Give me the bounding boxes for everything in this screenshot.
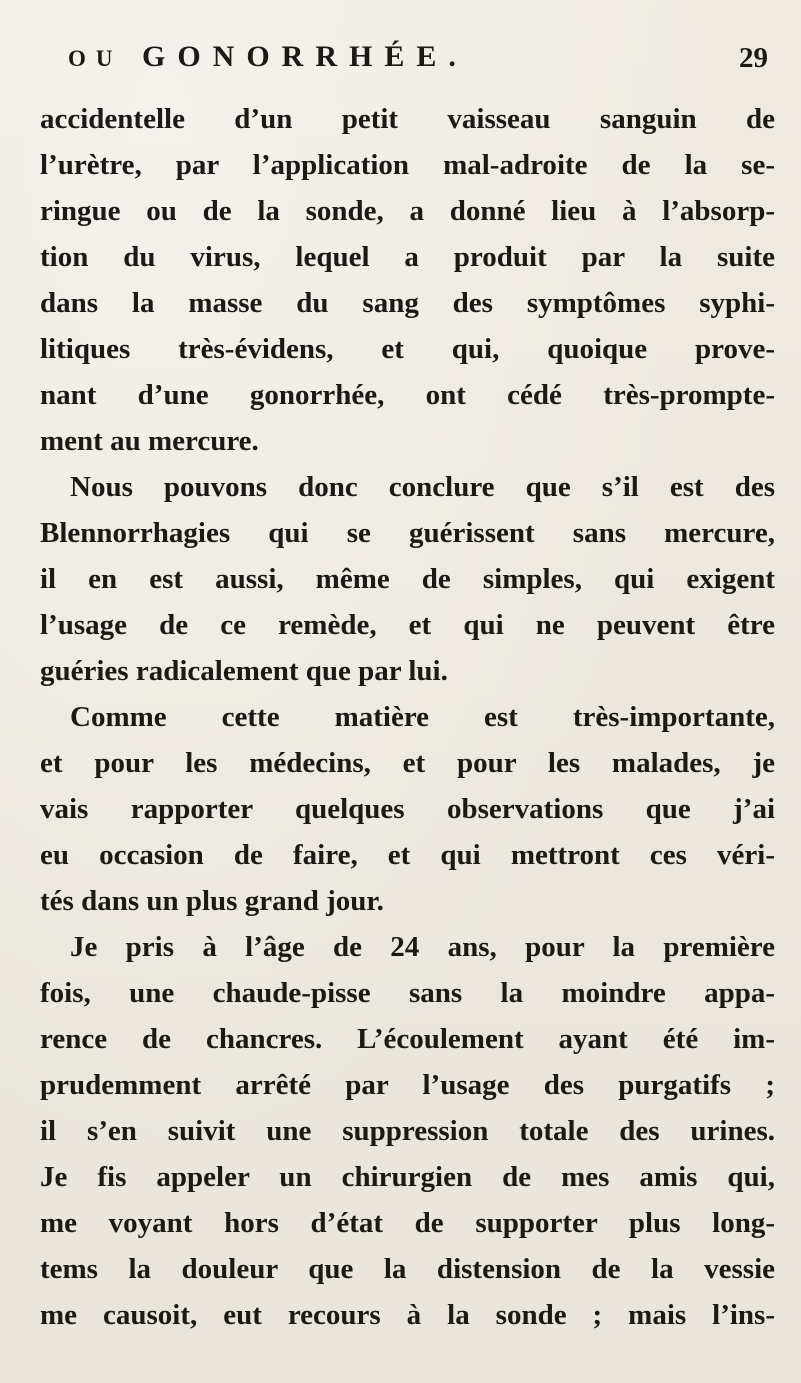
text-line: fois, une chaude-pisse sans la moindre appa-	[40, 977, 775, 1009]
text-line: et pour les médecins, et pour les malades, je	[40, 747, 775, 779]
running-head	[68, 40, 768, 90]
text-line: dans la masse du sang des symptômes syphi-	[40, 287, 775, 319]
running-title-prefix: OU	[68, 46, 123, 71]
running-title-main: GONORRHÉE.	[142, 40, 468, 73]
page-number: 29	[739, 42, 768, 74]
text-line: accidentelle d’un petit vaisseau sanguin de	[40, 103, 775, 135]
text-line: l’usage de ce remède, et qui ne peuvent être	[40, 609, 775, 641]
text-line: vais rapporter quelques observations que j’ai	[40, 793, 775, 825]
text-line: litiques très-évidens, et qui, quoique prove-	[40, 333, 775, 365]
text-line: rence de chancres. L’écoulement ayant été im-	[40, 1023, 775, 1055]
text-line: tems la douleur que la distension de la vessie	[40, 1253, 775, 1285]
paragraph-start-line: Comme cette matière est très-importante,	[70, 701, 775, 733]
text-line: ment au mercure.	[40, 425, 259, 457]
text-line: Blennorrhagies qui se guérissent sans mercure,	[40, 517, 775, 549]
text-line: guéries radicalement que par lui.	[40, 655, 448, 687]
text-line: il en est aussi, même de simples, qui exigent	[40, 563, 775, 595]
text-line: me causoit, eut recours à la sonde ; mais l’ins-	[40, 1299, 775, 1331]
running-title	[68, 40, 468, 74]
text-line: tion du virus, lequel a produit par la suite	[40, 241, 775, 273]
text-line: nant d’une gonorrhée, ont cédé très-prompte-	[40, 379, 775, 411]
text-line: l’urètre, par l’application mal-adroite de la se-	[40, 149, 775, 181]
body-text	[40, 96, 775, 1338]
text-line: me voyant hors d’état de supporter plus long-	[40, 1207, 775, 1239]
text-line: ringue ou de la sonde, a donné lieu à l’absorp-	[40, 195, 775, 227]
text-line: tés dans un plus grand jour.	[40, 885, 384, 917]
paragraph-start-line: Nous pouvons donc conclure que s’il est des	[70, 471, 775, 503]
text-line: eu occasion de faire, et qui mettront ces véri-	[40, 839, 775, 871]
text-line: il s’en suivit une suppression totale des urines.	[40, 1115, 775, 1147]
paragraph-start-line: Je pris à l’âge de 24 ans, pour la première	[70, 931, 775, 963]
text-line: prudemment arrêté par l’usage des purgatifs ;	[40, 1069, 775, 1101]
text-line: Je fis appeler un chirurgien de mes amis qui,	[40, 1161, 775, 1193]
